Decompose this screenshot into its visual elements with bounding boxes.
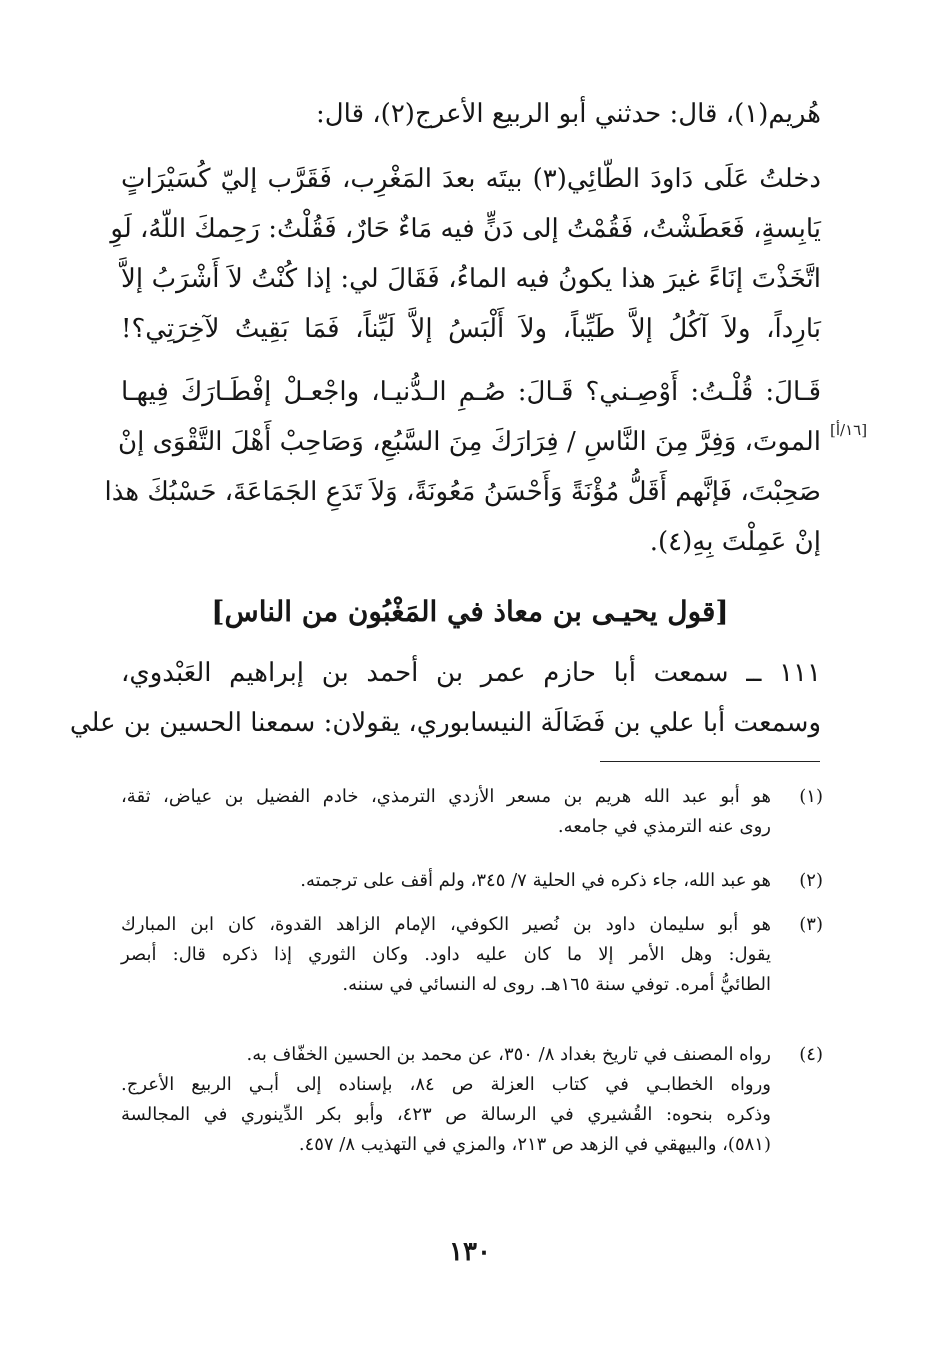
paragraph-3-line: وسمعت أبا علي بن فَضَالَة النيسابوري، يقولان: سمعنا الحسين بن علي	[69, 708, 821, 738]
footnote-separator	[600, 761, 820, 762]
footnote-number: (٤)	[799, 1044, 823, 1065]
paragraph-2-line: قَـالَ: قُلْـتُ: أَوْصِـني؟ قَـالَ: صُـمِ الـدُّنيـا، واجْعـلْ إفْطَـارَكَ فِيهـا	[121, 377, 821, 407]
page-number: ١٣٠	[449, 1237, 491, 1267]
paragraph-2-line: صَحِبْتَ، فَإنَّهم أَقَلُّ مُؤْنَةً وَأَحْسَنُ مَعُونَةً، وَلاَ تَدَعِ الجَمَاعَةَ، حَسْبُكَ هذا	[104, 477, 821, 507]
footnote-line: وذكره بنحوه: القُشيري في الرسالة ص ٤٢٣، وأبو بكر الدِّينوري في المجالسة	[121, 1104, 771, 1125]
footnote-line: هو أبو عبد الله هريم بن مسعر الأزدي الترمذي، خادم الفضيل بن عياض، ثقة،	[121, 786, 771, 807]
footnote-number: (١)	[799, 786, 823, 807]
footnote-line: يقول: وهل الأمر إلا ما كان عليه داود. وكان الثوري إذا ذكره قال: أبصر	[121, 944, 771, 965]
footnote-2	[121, 866, 821, 896]
paragraph-1-line: دخلتُ عَلَى دَاودَ الطّائِي(٣) بيتَه بعدَ المَغْرِب، فَقَرَّب إليّ كُسَيْرَاتٍ	[121, 164, 821, 194]
footnote-line: ورواه الخطابـي في كتاب العزلة ص ٨٤، بإسناده إلى أبـي الربيع الأعرج.	[121, 1074, 771, 1095]
paragraph-2-line: الموتَ، وَفِرَّ مِنَ النَّاسِ / فِرَارَكَ مِنَ السَّبُعِ، وَصَاحِبْ أَهْلَ التَّقْوَى إنْ	[118, 427, 821, 457]
section-heading: [قول يحيـى بن معاذ في المَغْبُون من الناس]	[211, 595, 729, 628]
footnote-1	[121, 782, 821, 842]
opening-line: هُريم(١)، قال: حدثني أبو الربيع الأعرج(٢)، قال:	[316, 99, 821, 129]
footnote-line: هو أبو سليمان داود بن نُصير الكوفي، الإمام الزاهد القدوة، كان ابن المبارك	[121, 914, 771, 935]
footnote-line: روى عنه الترمذي في جامعه.	[557, 816, 771, 837]
paragraph-2-line: إنْ عَمِلْتَ بِهِ(٤).	[649, 527, 821, 557]
paragraph-3-line: ١١١ ــ سمعت أبا حازم عمر بن أحمد بن إبراهيم العَبْدوي،	[121, 658, 821, 688]
footnote-line: الطائيُّ أمره. توفي سنة ١٦٥هـ. روى له النسائي في سننه.	[342, 974, 771, 995]
footnote-3	[121, 910, 821, 1000]
paragraph-1-line: بَارِداً، ولاَ آكُلُ إلاَّ طَيِّباً، ولاَ أَلْبَسُ إلاَّ لَيِّناً، فَمَا بَقِيتُ لآخِرَتِي؟!	[121, 314, 821, 344]
paragraph-1-line: اتَّخَذْتَ إنَاءً غيرَ هذا يكونُ فيه الماءُ، فَقَالَ لي: إذا كُنْتُ لاَ أَشْرَبُ إلاَّ	[121, 264, 821, 294]
footnote-line: (٥٨١)، والبيهقي في الزهد ص ٢١٣، والمزي في التهذيب ٨/ ٤٥٧.	[298, 1134, 771, 1155]
paragraph-1-line: يَابِسةٍ، فَعَطَشْتُ، فَقُمْتُ إلى دَنٍّ فيه مَاءٌ حَارٌ، فَقُلْتُ: رَحِمكَ اللّهُ، لَوِ	[110, 214, 821, 244]
footnote-number: (٣)	[799, 914, 823, 935]
manuscript-folio-marker: [١٦/أ]	[830, 421, 868, 439]
footnote-line: هو عبد الله، جاء ذكره في الحلية ٧/ ٣٤٥، ولم أقف على ترجمته.	[300, 870, 771, 891]
footnote-line: رواه المصنف في تاريخ بغداد ٨/ ٣٥٠، عن محمد بن الحسين الخفّاف به.	[246, 1044, 771, 1065]
footnote-4	[121, 1040, 821, 1190]
footnote-number: (٢)	[799, 870, 823, 891]
